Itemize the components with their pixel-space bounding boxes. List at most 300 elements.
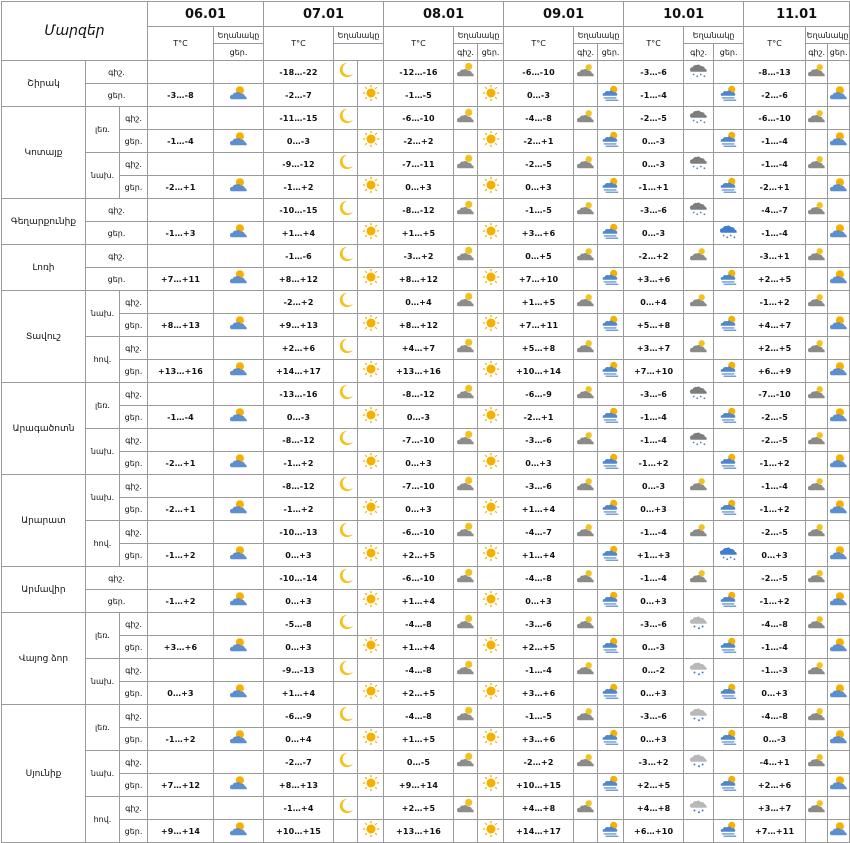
weather-icon-cell [806,429,828,452]
weather-icon-cell [358,590,384,613]
temperature-range: +8…+12 [384,314,454,337]
region-name: Կոտայք [2,107,86,199]
temperature-range: -1…-4 [744,475,806,498]
temperature-range: -1…+2 [148,728,214,751]
weather-icon-cell [358,360,384,383]
temperature-range: 0…+5 [504,245,574,268]
sun-icon [362,452,380,470]
cloud-icon [688,567,710,585]
sun-cloud-wind-icon [600,590,622,608]
sun-cloud-icon [228,314,250,332]
time-label: ցեր. [120,820,148,843]
temperature-range: -4…-8 [744,613,806,636]
weather-icon-cell [334,61,358,84]
sun-icon [482,544,500,562]
weather-icon-cell [214,590,264,613]
temperature-range: 0…-3 [624,130,684,153]
temperature-range [148,475,214,498]
cloud-icon [575,521,597,539]
weather-icon-cell [598,153,624,176]
temperature-range: +2…+5 [744,268,806,291]
weather-icon-cell [828,705,850,728]
temperature-range: -6…-9 [264,705,334,728]
weather-icon-cell [598,636,624,659]
weather-icon-cell [358,728,384,751]
sun-cloud-icon [228,268,250,286]
temperature-range: +3…+6 [148,636,214,659]
weather-icon-cell [714,314,744,337]
weather-icon-cell [574,636,598,659]
weather-icon-cell [214,636,264,659]
temperature-range: -3…-8 [148,84,214,107]
temperature-range: +14…+17 [504,820,574,843]
moon-icon [337,153,355,171]
temperature-range: +2…+6 [264,337,334,360]
weather-icon-cell [358,475,384,498]
sun-cloud-icon [828,636,850,654]
weather-icon-cell [334,590,358,613]
forecast-row [2,360,850,383]
weather-icon-cell [828,682,850,705]
weather-icon-cell [478,429,504,452]
weather-icon-cell [806,751,828,774]
sun-cloud-icon [228,590,250,608]
weather-icon-cell [806,728,828,751]
weather-icon-cell [828,314,850,337]
snow-cloud-blue-icon [718,544,740,562]
weather-icon-cell [598,452,624,475]
sun-icon [482,222,500,240]
night-cloud-icon [455,107,477,125]
moon-icon [337,567,355,585]
weather-icon-cell [454,820,478,843]
temperature-range: +1…+5 [384,728,454,751]
weather-icon-cell [828,567,850,590]
weather-icon-cell [806,84,828,107]
temperature-range: -6…-10 [504,61,574,84]
weather-icon-cell [478,682,504,705]
sun-cloud-wind-icon [718,728,740,746]
temperature-range: -9…-13 [264,659,334,682]
temperature-range: -3…-6 [624,61,684,84]
temperature-range: -2…-7 [264,84,334,107]
weather-icon-cell [806,774,828,797]
weather-icon-cell [334,797,358,820]
weather-icon-cell [574,728,598,751]
temperature-range: +1…+4 [384,636,454,659]
weather-icon-cell [684,107,714,130]
sun-cloud-icon [828,590,850,608]
zone-label: նախ. [86,429,120,475]
forecast-row [2,590,850,613]
weather-icon-cell [358,705,384,728]
weather-icon-cell [806,544,828,567]
sun-icon [482,820,500,838]
temperature-range: +9…+14 [148,820,214,843]
weather-icon-cell [478,705,504,728]
sun-cloud-icon [828,820,850,838]
region-name: Տավուշ [2,291,86,383]
temperature-range: -1…-6 [264,245,334,268]
weather-icon-cell [574,222,598,245]
sun-icon [482,84,500,102]
snow-cloud-icon [688,61,710,79]
weather-icon-cell [684,268,714,291]
weather-icon-cell [714,567,744,590]
sun-icon [362,682,380,700]
weather-icon-cell [358,659,384,682]
forecast-row [2,406,850,429]
temperature-range: 0…+4 [264,728,334,751]
time-label: ցեր. [120,452,148,475]
weather-icon-cell [214,475,264,498]
temperature-range: +8…+12 [264,268,334,291]
night-cloud-icon [455,337,477,355]
time-label: գիշ. [120,153,148,176]
weather-icon-cell [806,406,828,429]
weather-icon-cell [598,245,624,268]
weather-icon-cell [598,544,624,567]
weather-icon-cell [598,314,624,337]
weather-icon-cell [454,567,478,590]
weather-icon-cell [334,820,358,843]
weather-icon-cell [684,176,714,199]
weather-icon-cell [214,360,264,383]
sun-icon [482,682,500,700]
night-cloud-icon [455,567,477,585]
weather-icon-cell [806,590,828,613]
weather-icon-cell [714,636,744,659]
sun-icon [482,268,500,286]
forecast-row [2,291,850,314]
cloud-icon [806,107,828,125]
weather-icon-cell [714,245,744,268]
forecast-row [2,153,850,176]
temperature-range: -6…-10 [744,107,806,130]
sun-icon [482,314,500,332]
weather-column-header: Եղանակը [454,27,504,44]
temperature-range: -4…-8 [504,107,574,130]
moon-icon [337,291,355,309]
weather-icon-cell [358,613,384,636]
temperature-range: +4…+8 [504,797,574,820]
weather-icon-cell [714,176,744,199]
day-subheader: ցեր. [828,44,850,61]
date-header: 08.01 [384,2,504,27]
weather-icon-cell [828,659,850,682]
weather-icon-cell [684,544,714,567]
snow-cloud-blue-icon [718,222,740,240]
cloud-icon [575,337,597,355]
sun-icon [362,360,380,378]
sun-cloud-icon [228,544,250,562]
forecast-row [2,521,850,544]
moon-icon [337,429,355,447]
forecast-row [2,199,850,222]
temperature-range: +5…+8 [624,314,684,337]
time-label: ցեր. [120,774,148,797]
temperature-range [148,797,214,820]
temperature-range: -2…-5 [504,153,574,176]
sun-icon [482,176,500,194]
cloud-icon [806,567,828,585]
temperature-range: -3…-6 [624,613,684,636]
temperature-range [148,429,214,452]
weather-icon-cell [214,199,264,222]
moon-icon [337,751,355,769]
temperature-range: -4…-8 [504,567,574,590]
weather-icon-cell [334,567,358,590]
weather-icon-cell [214,452,264,475]
time-label: ցեր. [120,682,148,705]
time-label: գիշ. [120,659,148,682]
weather-icon-cell [454,728,478,751]
sun-cloud-icon [228,682,250,700]
weather-icon-cell [214,337,264,360]
time-subheader [334,44,384,61]
weather-icon-cell [454,498,478,521]
sun-icon [362,222,380,240]
weather-icon-cell [454,199,478,222]
sun-cloud-icon [828,452,850,470]
night-subheader: գիշ. [574,44,598,61]
weather-icon-cell [684,337,714,360]
temperature-range: -1…-4 [744,130,806,153]
weather-icon-cell [806,153,828,176]
time-label: գիշ. [120,751,148,774]
weather-icon-cell [828,452,850,475]
weather-icon-cell [806,199,828,222]
weather-icon-cell [478,199,504,222]
weather-icon-cell [334,682,358,705]
weather-icon-cell [334,314,358,337]
weather-icon-cell [684,797,714,820]
temperature-range: -12…-16 [384,61,454,84]
moon-icon [337,245,355,263]
weather-icon-cell [334,705,358,728]
sun-icon [362,84,380,102]
region-name: Արարատ [2,475,86,567]
weather-icon-cell [334,751,358,774]
temperature-range: -10…-14 [264,567,334,590]
weather-icon-cell [574,84,598,107]
sun-cloud-wind-icon [600,130,622,148]
time-label: գիշ. [120,475,148,498]
weather-icon-cell [574,291,598,314]
date-header: 06.01 [148,2,264,27]
date-header: 09.01 [504,2,624,27]
weather-icon-cell [828,107,850,130]
weather-icon-cell [454,613,478,636]
temperature-range [148,613,214,636]
weather-icon-cell [358,314,384,337]
sun-cloud-wind-icon [718,176,740,194]
forecast-row [2,337,850,360]
sun-icon [482,452,500,470]
cloud-icon [806,337,828,355]
weather-icon-cell [454,360,478,383]
weather-icon-cell [574,613,598,636]
weather-icon-cell [714,429,744,452]
weather-icon-cell [478,636,504,659]
weather-icon-cell [684,199,714,222]
cloud-icon [575,199,597,217]
weather-icon-cell [478,61,504,84]
forecast-row [2,797,850,820]
weather-icon-cell [714,268,744,291]
cloud-icon [806,383,828,401]
temperature-range: 0…+3 [624,728,684,751]
sun-cloud-wind-icon [600,498,622,516]
weather-icon-cell [574,429,598,452]
cloud-icon [806,245,828,263]
weather-icon-cell [478,406,504,429]
weather-icon-cell [454,153,478,176]
cloud-icon [688,475,710,493]
weather-icon-cell [684,61,714,84]
cloud-icon [688,245,710,263]
temperature-range: -1…+2 [744,291,806,314]
weather-icon-cell [334,107,358,130]
sun-icon [362,774,380,792]
temperature-range: +1…+4 [264,682,334,705]
cloud-icon [575,291,597,309]
temperature-range: -6…-10 [384,567,454,590]
temperature-range: -1…-3 [744,659,806,682]
weather-icon-cell [454,682,478,705]
forecast-row [2,61,850,84]
sun-cloud-wind-icon [600,406,622,424]
temperature-range: 0…-3 [504,84,574,107]
temp-column-header: T°C [384,27,454,61]
weather-icon-cell [806,521,828,544]
time-label: ցեր. [120,544,148,567]
weather-icon-cell [828,291,850,314]
forecast-row [2,130,850,153]
temperature-range: -10…-15 [264,199,334,222]
temperature-range: +6…+9 [744,360,806,383]
weather-icon-cell [684,728,714,751]
temp-column-header: T°C [148,27,214,61]
time-label: գիշ. [120,107,148,130]
weather-icon-cell [214,797,264,820]
forecast-row [2,728,850,751]
cloud-icon [575,245,597,263]
weather-icon-cell [828,268,850,291]
time-label: գիշ. [120,337,148,360]
night-cloud-icon [455,383,477,401]
sun-icon [482,498,500,516]
night-cloud-icon [455,751,477,769]
cloud-blue-snow-icon [688,797,710,815]
weather-icon-cell [478,797,504,820]
weather-icon-cell [574,314,598,337]
date-header: 07.01 [264,2,384,27]
temp-column-header: T°C [744,27,806,61]
sun-icon [362,176,380,194]
temperature-range: +3…+6 [504,728,574,751]
weather-icon-cell [806,636,828,659]
weather-icon-cell [828,544,850,567]
weather-icon-cell [684,498,714,521]
sun-icon [482,728,500,746]
moon-icon [337,797,355,815]
temperature-range: +4…+8 [624,797,684,820]
weather-icon-cell [714,153,744,176]
temperature-range: +4…+7 [744,314,806,337]
weather-icon-cell [214,705,264,728]
temperature-range: -2…+1 [504,130,574,153]
cloud-icon [806,429,828,447]
cloud-icon [806,291,828,309]
temperature-range: 0…+3 [384,452,454,475]
weather-icon-cell [574,820,598,843]
sun-icon [482,130,500,148]
moon-icon [337,199,355,217]
weather-icon-cell [478,222,504,245]
weather-icon-cell [828,590,850,613]
weather-icon-cell [598,820,624,843]
weather-icon-cell [684,682,714,705]
temperature-range: 0…+3 [504,452,574,475]
weather-icon-cell [214,498,264,521]
temperature-range: +13…+16 [384,360,454,383]
sun-cloud-wind-icon [718,774,740,792]
sun-cloud-icon [228,452,250,470]
temperature-range [148,245,214,268]
temperature-range: -3…-6 [624,705,684,728]
weather-icon-cell [358,153,384,176]
date-header: 10.01 [624,2,744,27]
weather-icon-cell [714,820,744,843]
weather-icon-cell [454,61,478,84]
temperature-range: +1…+4 [504,498,574,521]
weather-icon-cell [574,245,598,268]
weather-icon-cell [806,176,828,199]
weather-icon-cell [358,452,384,475]
sun-cloud-wind-icon [600,452,622,470]
weather-icon-cell [334,659,358,682]
weather-icon-cell [714,130,744,153]
temperature-range: +7…+12 [148,774,214,797]
sun-cloud-wind-icon [718,84,740,102]
weather-icon-cell [574,452,598,475]
sun-icon [482,636,500,654]
weather-icon-cell [454,452,478,475]
weather-icon-cell [214,222,264,245]
temperature-range: -1…-4 [744,222,806,245]
weather-icon-cell [454,245,478,268]
weather-icon-cell [574,774,598,797]
weather-icon-cell [478,383,504,406]
sun-cloud-wind-icon [600,728,622,746]
weather-column-header: Եղանակը [574,27,624,44]
weather-icon-cell [214,314,264,337]
time-label: գիշ. [86,199,148,222]
weather-icon-cell [714,521,744,544]
temperature-range: 0…-3 [264,130,334,153]
time-label: գիշ. [86,61,148,84]
weather-icon-cell [358,383,384,406]
temperature-range: +3…+6 [624,268,684,291]
temp-column-header: T°C [624,27,684,61]
temperature-range: -1…+2 [264,452,334,475]
weather-icon-cell [334,475,358,498]
weather-icon-cell [828,222,850,245]
weather-icon-cell [334,452,358,475]
temperature-range: +3…+6 [504,222,574,245]
temperature-range [148,383,214,406]
